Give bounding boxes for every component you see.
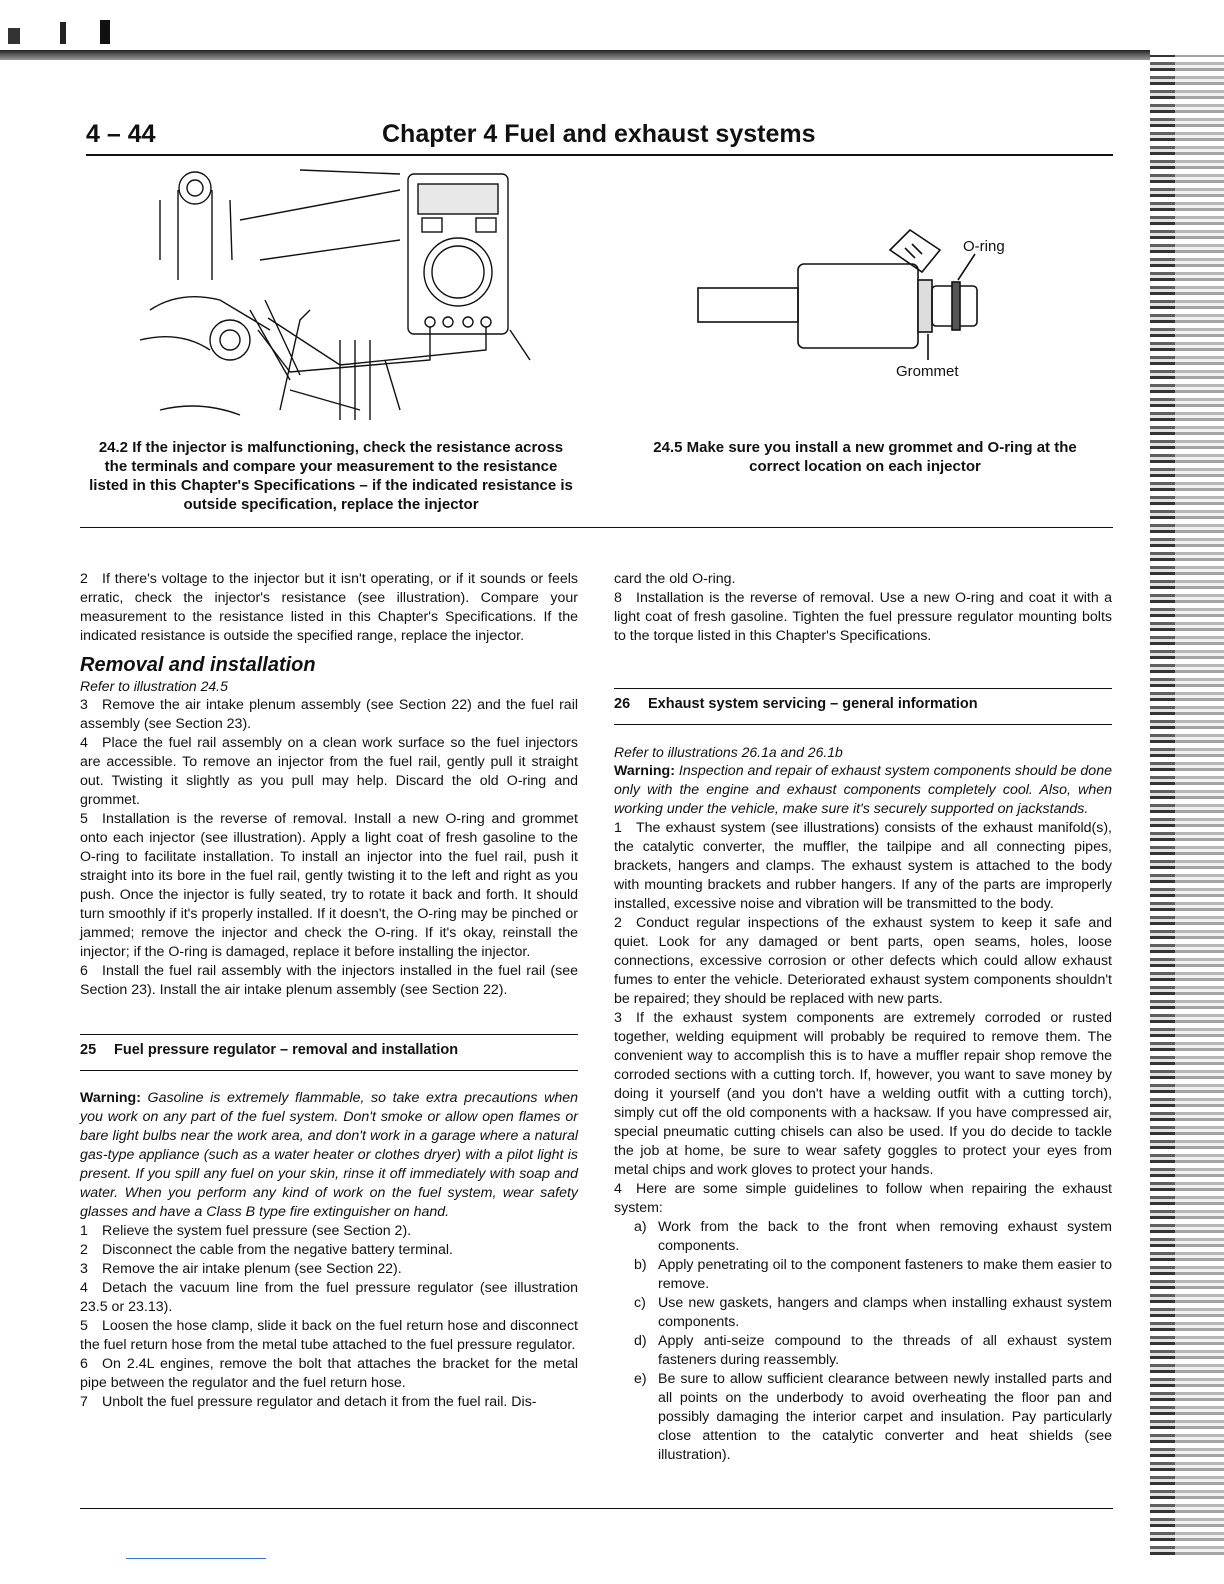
- para-text: If there's voltage to the injector but it isn't operating, or if it sounds or feels erratic, check the injector's resistance (see illustration). Compare your measurement to the resistance listed in this Chapter's Specifications. If the indicated resistance is outside the specified range, replace the injector.: [80, 571, 578, 644]
- scan-artifact: [0, 0, 140, 45]
- illustration-reference: Refer to illustration 24.5: [80, 678, 228, 694]
- figure-caption-24-5: 24.5 Make sure you install a new grommet and O-ring at the correct location on each injector: [653, 439, 1077, 475]
- paragraph-26-1: 1 The exhaust system (see illustrations) consists of the exhaust manifold(s), the catalytic converter, the muffler, the tailpipe and all connecting pipes, brackets, hangers and clamps. The exhaust system is attached to the body with mounting brackets and rubber hangers. If any of the parts are improperly installed, excessive noise and vibration will be transmitted to the body.: [614, 820, 1112, 912]
- label-oring: O-ring: [963, 238, 1005, 255]
- injector-resistance-illustration: [140, 160, 540, 425]
- scan-top-edge: [0, 50, 1150, 60]
- paragraph-26-4: 4 Here are some simple guidelines to follow when repairing the exhaust system:: [614, 1181, 1112, 1216]
- o-ring: [952, 282, 960, 330]
- para-num: 2: [80, 571, 88, 587]
- step-25-1: 1 Relieve the system fuel pressure (see Section 2).: [80, 1223, 412, 1239]
- paragraph-24-3: 3 Remove the air intake plenum assembly (see Section 22) and the fuel rail assembly (see Section 23).: [80, 697, 578, 732]
- figure-caption-24-2: 24.2 If the injector is malfunctioning, check the resistance across the terminals and compare your measurement to the resistance listed in this Chapter's Specifications – if the indicated resistance is outside specification, replace the injector: [89, 439, 573, 513]
- right-column: [614, 570, 1112, 1465]
- section-26-heading: 26 Exhaust system servicing – general information: [614, 688, 1112, 725]
- page-header: [86, 118, 1113, 156]
- injector-nozzle: [698, 288, 798, 322]
- paragraph-26-3: 3 If the exhaust system components are extremely corroded or rusted together, welding equipment will probably be required to remove them. The convenient way to accomplish this is to have a muffler repair shop remove the corroded sections with a cutting torch. If, however, you want to save money by doing it yourself (and you don't have a welding outfit with a cutting torch), simply cut off the old components with a hacksaw. If you have compressed air, special pneumatic cutting chisels can also be used. If you do decide to tackle the job at home, be sure to wear safety goggles to protect your eyes from metal chips and work gloves to protect your hands.: [614, 1010, 1112, 1178]
- step-25-4: 4 Detach the vacuum line from the fuel pressure regulator (see illustration 23.5 or 23.13).: [80, 1280, 578, 1315]
- label-grommet: Grommet: [896, 363, 959, 380]
- chapter-title: Chapter 4 Fuel and exhaust systems: [382, 120, 816, 148]
- section-25-heading: 25 Fuel pressure regulator – removal and installation: [80, 1034, 578, 1071]
- paragraph-24-2: [80, 570, 578, 646]
- warning-25: Warning: Gasoline is extremely flammable, so take extra precautions when you work on any part of the fuel system. Don't smoke or allow open flames or bare light bulbs near the work area, and don't work in a garage where a natural gas-type appliance (such as a water heater or clothes dryer) with a pilot light is present. If you spill any fuel on your skin, rinse it off immediately with soap and water. When you perform any kind of work on the fuel system, wear safety glasses and have a Class B type fire extinguisher on hand.: [80, 1090, 578, 1220]
- guideline-list: [614, 1218, 1112, 1465]
- list-item: b) Apply penetrating oil to the component fasteners to make them easier to remove.: [634, 1257, 1112, 1292]
- paragraph-24-6: 6 Install the fuel rail assembly with the injectors installed in the fuel rail (see Section 23). Install the air intake plenum assembly (see Section 22).: [80, 963, 578, 998]
- paragraph-24-4: 4 Place the fuel rail assembly on a clean work surface so the fuel injectors are accessible. To remove an injector from the fuel rail, gently pull it straight out. Twisting it slightly as you pull may help. Discard the old O-ring and grommet.: [80, 735, 578, 808]
- continued-text: card the old O-ring.: [614, 571, 736, 587]
- step-25-7: 7 Unbolt the fuel pressure regulator and detach it from the fuel rail. Dis-: [80, 1394, 537, 1410]
- scan-right-edge-fade: [1175, 55, 1224, 1555]
- bottom-rule: [80, 1508, 1113, 1509]
- page-number: 4 – 44: [86, 120, 156, 148]
- paragraph-24-5: 5 Installation is the reverse of removal. Install a new O-ring and grommet onto each injector (see illustration). Apply a light coat of fresh gasoline to the O-ring to facilitate installation. To install an injector into the fuel rail, push it straight into its bore in the fuel rail, gently twisting it to the left and right as you push. Once the injector is fully seated, try to rotate it back and forth. It should turn smoothly if it's properly installed. If it doesn't, the O-ring may be pinched or jammed; remove the injector and check the O-ring. If it's okay, reinstall the injector; if the O-ring is damaged, replace it before installing the injector.: [80, 811, 578, 960]
- warning-26: Warning: Inspection and repair of exhaust system components should be done only with the engine and exhaust components completely cool. Also, when working under the vehicle, make sure it's securely supported on jackstands.: [614, 763, 1112, 817]
- injector-body: [798, 264, 918, 348]
- footer-link-line: [126, 1558, 266, 1559]
- grommet: [918, 280, 932, 332]
- list-item: e) Be sure to allow sufficient clearance between newly installed parts and all points on the underbody to avoid overheating the floor pan and possibly damaging the interior carpet and insulation. Pay particularly close attention to the catalytic converter and heat shields (see illustration).: [634, 1371, 1112, 1463]
- step-25-5: 5 Loosen the hose clamp, slide it back on the fuel return hose and disconnect the fuel return hose from the metal tube attached to the fuel pressure regulator.: [80, 1318, 578, 1353]
- left-column: [80, 570, 578, 1412]
- heading-removal-installation: Removal and installation: [80, 654, 316, 676]
- step-25-8: 8 Installation is the reverse of removal. Use a new O-ring and coat it with a light coat of fresh gasoline. Tighten the fuel pressure regulator mounting bolts to the torque listed in this Chapter's Specifications.: [614, 590, 1112, 644]
- illustration-reference-26: Refer to illustrations 26.1a and 26.1b: [614, 744, 843, 760]
- list-item: c) Use new gaskets, hangers and clamps when installing exhaust system components.: [634, 1295, 1112, 1330]
- step-25-3: 3 Remove the air intake plenum (see Section 22).: [80, 1261, 402, 1277]
- list-item: d) Apply anti-seize compound to the threads of all exhaust system fasteners during reassembly.: [634, 1333, 1112, 1368]
- list-item: a) Work from the back to the front when removing exhaust system components.: [634, 1219, 1112, 1254]
- figure-divider: [80, 527, 1113, 528]
- step-25-6: 6 On 2.4L engines, remove the bolt that attaches the bracket for the metal pipe between the regulator and the fuel return hose.: [80, 1356, 578, 1391]
- step-25-2: 2 Disconnect the cable from the negative battery terminal.: [80, 1242, 453, 1258]
- paragraph-26-2: 2 Conduct regular inspections of the exhaust system to keep it safe and quiet. Look for any damaged or bent parts, open seams, holes, loose connections, excessive corrosion or other defects which could allow exhaust fumes to enter the vehicle. Deteriorated exhaust system components shouldn't be repaired; they should be replaced with new parts.: [614, 915, 1112, 1007]
